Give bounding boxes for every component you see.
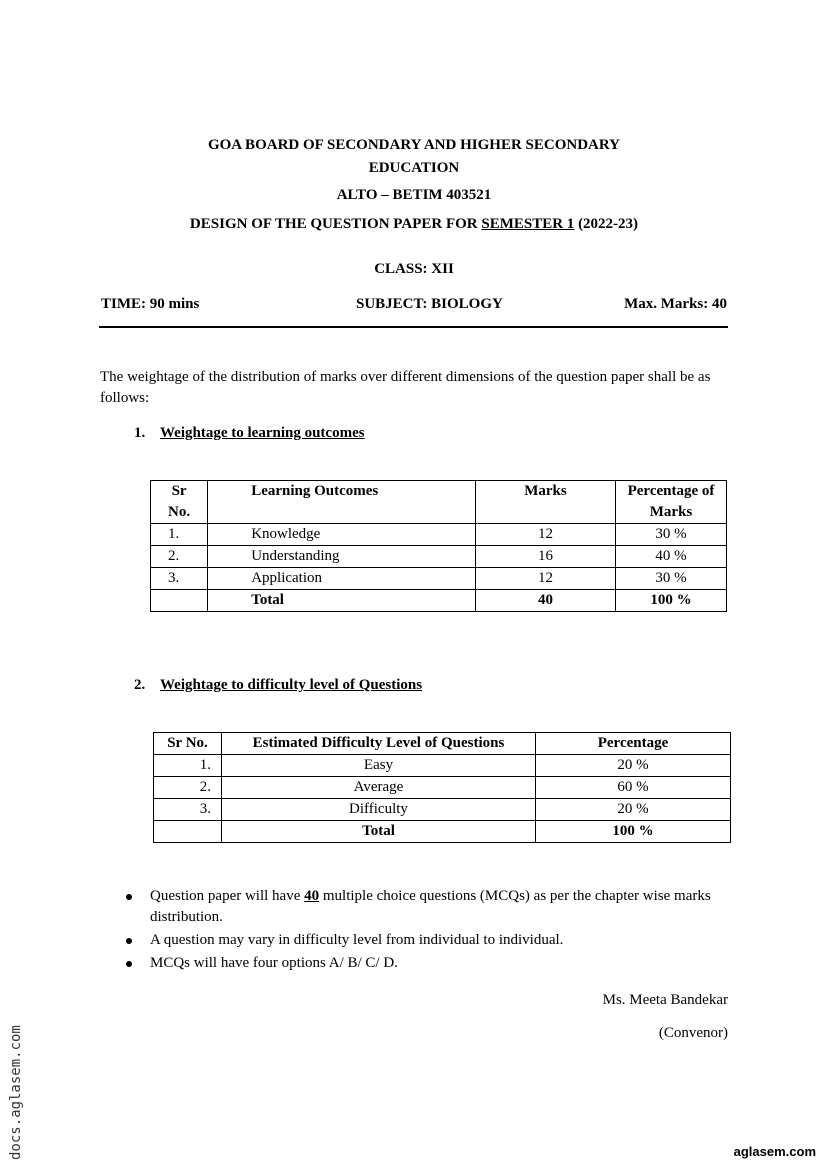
cell-sr: 2.: [151, 546, 208, 568]
col-header-marks: Marks: [475, 481, 615, 524]
signature-role: (Convenor): [658, 1025, 728, 1041]
cell-difficulty: Average: [222, 777, 536, 799]
note2-text: A question may vary in difficulty level from individual to individual.: [150, 932, 564, 948]
bullet-icon: [126, 938, 132, 944]
footer-brand[interactable]: aglasem.com: [733, 1144, 816, 1159]
cell-sr: [154, 821, 222, 843]
signature-name: Ms. Meeta Bandekar: [602, 992, 728, 1008]
list-item: [120, 953, 730, 974]
cell-sr: [151, 590, 208, 612]
table-row: [151, 546, 727, 568]
section2-title: Weightage to difficulty level of Questions: [160, 677, 423, 693]
col-header-learning-outcomes: Learning Outcomes: [208, 481, 476, 524]
col-header-sr-no: [151, 481, 208, 524]
cell-sr: 1.: [154, 755, 222, 777]
design-prefix: DESIGN OF THE QUESTION PAPER FOR: [189, 216, 482, 232]
bullet-icon: [126, 894, 132, 900]
header-divider: [99, 326, 728, 328]
bullet-icon: [126, 961, 132, 967]
section1-heading: [134, 425, 365, 442]
cell-marks: 12: [475, 524, 615, 546]
section2-heading: [134, 677, 422, 694]
cell-outcome: Application: [208, 568, 476, 590]
paper-design-title: [0, 216, 828, 233]
table-row: [154, 755, 731, 777]
list-item: [120, 930, 730, 951]
board-name-line2: EDUCATION: [368, 160, 460, 176]
list-item: [120, 886, 730, 928]
note1-prefix: Question paper will have: [150, 888, 305, 904]
design-semester: SEMESTER 1: [481, 216, 575, 232]
note1-suffix: multiple choice questions (MCQs) as per the chapter wise marks distribution.: [150, 888, 711, 925]
cell-sr: 3.: [151, 568, 208, 590]
section1-number: 1.: [134, 425, 146, 441]
cell-percentage: 30 %: [616, 568, 727, 590]
cell-marks: 16: [475, 546, 615, 568]
cell-percentage: 60 %: [536, 777, 731, 799]
cell-total-marks: 40: [475, 590, 615, 612]
table-total-row: [154, 821, 731, 843]
board-address: ALTO – BETIM 403521: [336, 187, 492, 203]
col-header-sr-no-text: Sr No.: [168, 483, 191, 520]
section1-title: Weightage to learning outcomes: [160, 425, 365, 441]
section2-number: 2.: [134, 677, 146, 693]
cell-total-percentage: 100 %: [616, 590, 727, 612]
table-total-row: [151, 590, 727, 612]
time-label: TIME: 90 mins: [101, 296, 200, 312]
cell-difficulty: Difficulty: [222, 799, 536, 821]
table-header-row: [154, 733, 731, 755]
cell-outcome: Understanding: [208, 546, 476, 568]
difficulty-level-table: [153, 732, 731, 843]
class-label: CLASS: XII: [374, 261, 454, 277]
note1-number: 40: [304, 888, 320, 904]
table-row: [151, 524, 727, 546]
col-header-percentage: Percentage: [536, 733, 731, 755]
col-header-sr-no: Sr No.: [154, 733, 222, 755]
cell-outcome: Knowledge: [208, 524, 476, 546]
notes-list: [120, 886, 730, 976]
cell-sr: 1.: [151, 524, 208, 546]
cell-marks: 12: [475, 568, 615, 590]
note3-text: MCQs will have four options A/ B/ C/ D.: [150, 955, 398, 971]
watermark-text: docs.aglasem.com: [8, 1025, 24, 1160]
col-header-difficulty: Estimated Difficulty Level of Questions: [222, 733, 536, 755]
max-marks-label: Max. Marks: 40: [624, 296, 727, 312]
table-row: [154, 799, 731, 821]
design-suffix: (2022-23): [574, 216, 639, 232]
cell-percentage: 20 %: [536, 799, 731, 821]
intro-paragraph: The weightage of the distribution of marks over different dimensions of the question paper shall be as follows:: [100, 369, 711, 406]
table-row: [154, 777, 731, 799]
subject-label: SUBJECT: BIOLOGY: [356, 296, 503, 312]
table-header-row: [151, 481, 727, 524]
learning-outcomes-table: [150, 480, 727, 612]
cell-total-percentage: 100 %: [536, 821, 731, 843]
cell-percentage: 30 %: [616, 524, 727, 546]
cell-total-label: Total: [222, 821, 536, 843]
cell-total-label: Total: [208, 590, 476, 612]
cell-sr: 3.: [154, 799, 222, 821]
cell-percentage: 40 %: [616, 546, 727, 568]
cell-percentage: 20 %: [536, 755, 731, 777]
table-row: [151, 568, 727, 590]
cell-sr: 2.: [154, 777, 222, 799]
board-name-line1: GOA BOARD OF SECONDARY AND HIGHER SECONDARY: [207, 137, 621, 153]
cell-difficulty: Easy: [222, 755, 536, 777]
col-header-percentage: [616, 481, 727, 524]
col-header-percentage-text: Percentage of Marks: [627, 483, 715, 520]
